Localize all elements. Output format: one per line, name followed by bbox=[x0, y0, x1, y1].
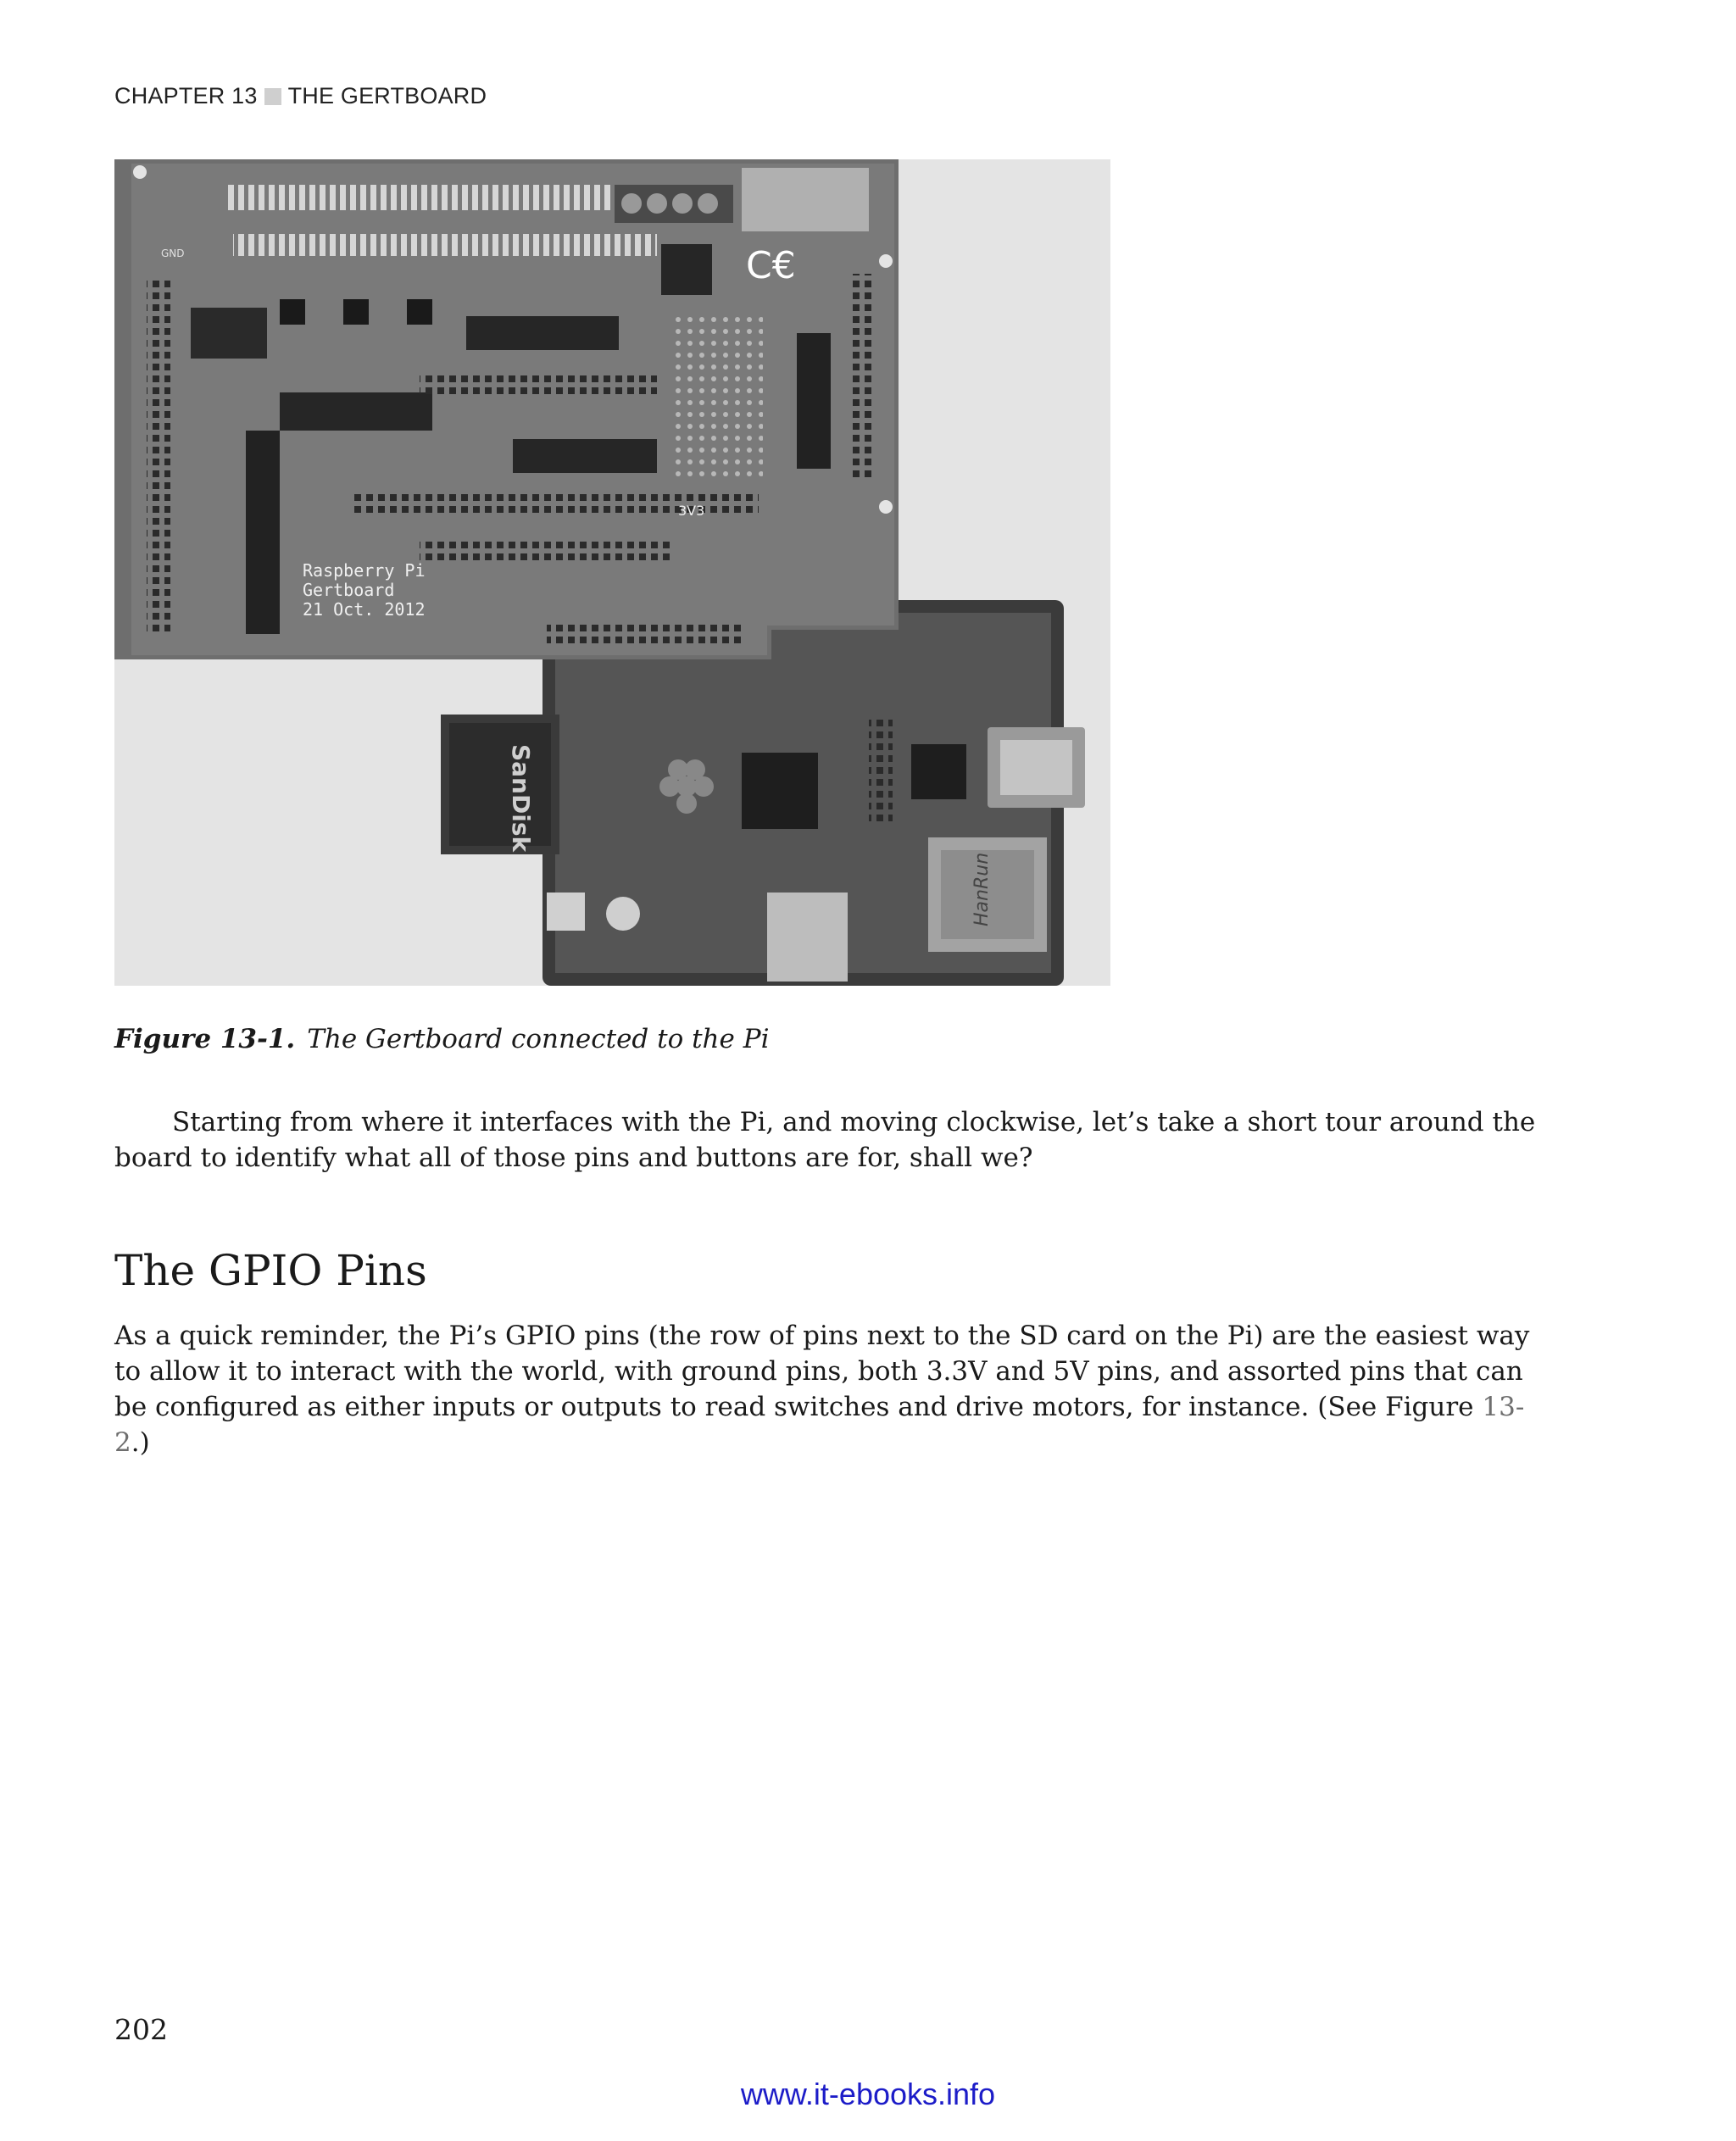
usb-port bbox=[988, 727, 1085, 808]
chip-adc bbox=[191, 308, 267, 359]
hdmi-port bbox=[767, 893, 848, 982]
slide-switch bbox=[742, 168, 869, 231]
ethernet-port bbox=[928, 837, 1047, 952]
figure-photo bbox=[114, 159, 1110, 986]
left-pin-header bbox=[147, 278, 170, 634]
chapter-title: THE GERTBOARD bbox=[287, 83, 487, 108]
push-button-3 bbox=[407, 299, 432, 325]
board-label-1: Raspberry Pi bbox=[303, 560, 426, 581]
atmega-chip bbox=[246, 431, 280, 634]
lan-chip bbox=[911, 744, 966, 799]
paragraph-text: As a quick reminder, the Pi’s GPIO pins (the row of pins next to the SD card on the Pi) are the easiest way to allow it to interact with the world, with ground pins, both 3.3V and 5V pins, and assorted pins that can be configured as either inputs or outputs to read switches and drive motors, for instance. (See Figure bbox=[114, 1321, 1530, 1422]
soc-chip bbox=[742, 753, 818, 829]
figure-reference-link[interactable]: 13-2 bbox=[114, 1392, 1525, 1458]
figure-caption-label: Figure 13-1. bbox=[114, 1024, 296, 1054]
body-paragraph-1: Starting from where it interfaces with the Pi, and moving clockwise, let’s take a short tour around the board to identify what all of those pins and buttons are for, shall we? bbox=[114, 1107, 1536, 1173]
header-row-1 bbox=[420, 371, 657, 395]
sd-card bbox=[441, 715, 559, 854]
gertboard bbox=[114, 159, 899, 659]
push-button-1 bbox=[280, 299, 305, 325]
gnd-label: GND bbox=[161, 247, 185, 259]
board-label-date: 21 Oct. 2012 bbox=[303, 599, 426, 620]
pi-header-pins bbox=[869, 715, 893, 825]
footer-website-link[interactable]: www.it-ebooks.info bbox=[740, 2077, 996, 2111]
right-pin-header bbox=[852, 274, 876, 477]
sd-brand-text: SanDisk bbox=[507, 744, 535, 853]
gpio-connector-row bbox=[547, 621, 742, 647]
board-label-2: Gertboard bbox=[303, 580, 395, 600]
chip-1 bbox=[280, 392, 432, 431]
paragraph-text-end: .) bbox=[131, 1427, 150, 1458]
ethernet-brand-text: HanRun bbox=[971, 852, 993, 926]
figure-caption-text: The Gertboard connected to the Pi bbox=[307, 1024, 770, 1054]
figure-caption bbox=[114, 1024, 770, 1054]
prototype-grid bbox=[674, 316, 763, 481]
page-number: 202 bbox=[114, 2013, 168, 2046]
chip-5 bbox=[797, 333, 831, 469]
body-paragraph-2 bbox=[114, 1318, 1555, 1460]
push-button-2 bbox=[343, 299, 369, 325]
top-resistor-row bbox=[225, 185, 665, 210]
separator-square bbox=[264, 88, 281, 105]
chip-3 bbox=[513, 439, 657, 473]
section-heading: The GPIO Pins bbox=[114, 1246, 427, 1295]
gertboard-photo bbox=[114, 159, 1110, 986]
ce-mark: C€ bbox=[746, 244, 796, 287]
led-row bbox=[233, 234, 657, 256]
running-head bbox=[114, 83, 487, 109]
power-connector bbox=[547, 893, 585, 931]
chip-4 bbox=[661, 244, 712, 295]
rail-3v3-label: 3V3 bbox=[678, 503, 705, 519]
chip-2 bbox=[466, 316, 619, 350]
capacitor bbox=[606, 897, 640, 931]
header-row-3 bbox=[420, 537, 674, 560]
chapter-label: CHAPTER 13 bbox=[114, 83, 258, 108]
